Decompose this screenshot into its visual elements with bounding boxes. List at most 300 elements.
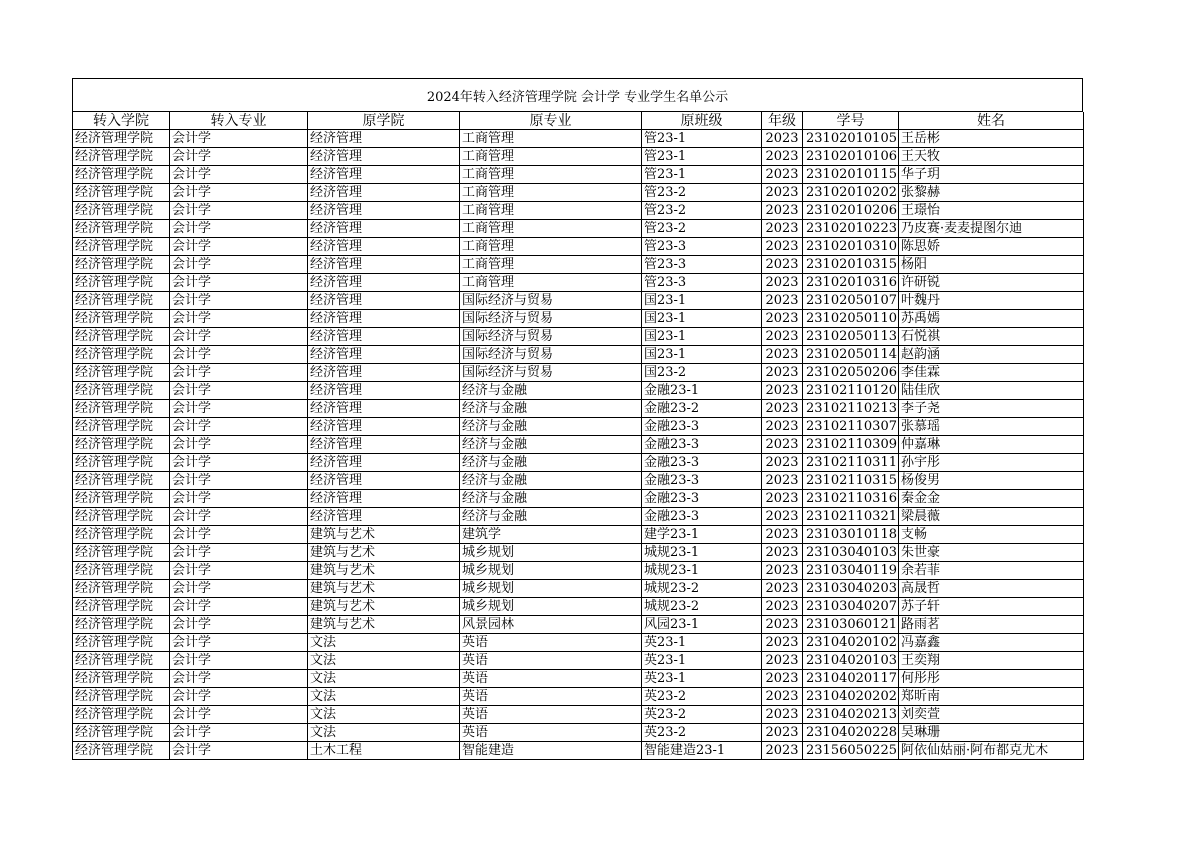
cell-original-class: 城规23-1 <box>642 562 762 580</box>
cell-original-major: 英语 <box>460 724 642 742</box>
table-row <box>73 724 1084 742</box>
cell-student-name: 孙宇彤 <box>899 454 1084 472</box>
cell-transfer-major: 会计学 <box>170 598 308 616</box>
cell-student-name: 许研锐 <box>899 274 1084 292</box>
table-row <box>73 706 1084 724</box>
table-header-row <box>73 112 1084 130</box>
header-original-major: 原专业 <box>460 112 642 130</box>
cell-student-id: 23102010206 <box>803 202 899 220</box>
cell-transfer-college: 经济管理学院 <box>73 670 170 688</box>
cell-transfer-major: 会计学 <box>170 544 308 562</box>
cell-original-college: 经济管理 <box>308 220 460 238</box>
cell-transfer-major: 会计学 <box>170 706 308 724</box>
cell-original-college: 建筑与艺术 <box>308 544 460 562</box>
cell-original-major: 国际经济与贸易 <box>460 346 642 364</box>
cell-transfer-major: 会计学 <box>170 328 308 346</box>
cell-grade: 2023 <box>762 724 803 742</box>
cell-student-name: 陆佳欣 <box>899 382 1084 400</box>
cell-transfer-major: 会计学 <box>170 688 308 706</box>
table-row <box>73 652 1084 670</box>
cell-student-id: 23102050110 <box>803 310 899 328</box>
cell-transfer-college: 经济管理学院 <box>73 274 170 292</box>
cell-original-college: 经济管理 <box>308 166 460 184</box>
cell-original-class: 管23-1 <box>642 148 762 166</box>
cell-transfer-college: 经济管理学院 <box>73 706 170 724</box>
cell-original-major: 英语 <box>460 706 642 724</box>
cell-student-name: 梁晨薇 <box>899 508 1084 526</box>
cell-transfer-college: 经济管理学院 <box>73 238 170 256</box>
cell-original-college: 经济管理 <box>308 256 460 274</box>
cell-grade: 2023 <box>762 472 803 490</box>
cell-original-class: 城规23-1 <box>642 544 762 562</box>
table-row <box>73 130 1084 148</box>
cell-student-name: 王奕翔 <box>899 652 1084 670</box>
cell-original-college: 文法 <box>308 688 460 706</box>
cell-transfer-college: 经济管理学院 <box>73 526 170 544</box>
cell-student-id: 23104020202 <box>803 688 899 706</box>
cell-student-name: 冯嘉鑫 <box>899 634 1084 652</box>
cell-student-id: 23102050113 <box>803 328 899 346</box>
cell-original-major: 国际经济与贸易 <box>460 328 642 346</box>
cell-transfer-college: 经济管理学院 <box>73 130 170 148</box>
cell-student-id: 23102110309 <box>803 436 899 454</box>
cell-grade: 2023 <box>762 634 803 652</box>
cell-original-college: 经济管理 <box>308 238 460 256</box>
cell-student-id: 23104020213 <box>803 706 899 724</box>
cell-original-major: 经济与金融 <box>460 436 642 454</box>
cell-student-id: 23103040207 <box>803 598 899 616</box>
cell-original-major: 城乡规划 <box>460 598 642 616</box>
cell-transfer-major: 会计学 <box>170 166 308 184</box>
cell-grade: 2023 <box>762 454 803 472</box>
cell-transfer-college: 经济管理学院 <box>73 652 170 670</box>
cell-student-name: 吴琳珊 <box>899 724 1084 742</box>
cell-transfer-major: 会计学 <box>170 634 308 652</box>
cell-original-major: 工商管理 <box>460 256 642 274</box>
cell-transfer-college: 经济管理学院 <box>73 562 170 580</box>
cell-grade: 2023 <box>762 238 803 256</box>
cell-original-class: 国23-1 <box>642 310 762 328</box>
header-original-college: 原学院 <box>308 112 460 130</box>
table-row <box>73 274 1084 292</box>
cell-original-major: 工商管理 <box>460 274 642 292</box>
cell-grade: 2023 <box>762 706 803 724</box>
cell-grade: 2023 <box>762 220 803 238</box>
cell-original-college: 经济管理 <box>308 184 460 202</box>
cell-student-name: 苏禹嫣 <box>899 310 1084 328</box>
cell-original-major: 工商管理 <box>460 220 642 238</box>
cell-transfer-major: 会计学 <box>170 310 308 328</box>
cell-transfer-major: 会计学 <box>170 472 308 490</box>
cell-student-id: 23102110307 <box>803 418 899 436</box>
cell-grade: 2023 <box>762 544 803 562</box>
cell-original-college: 经济管理 <box>308 508 460 526</box>
cell-transfer-major: 会计学 <box>170 580 308 598</box>
table-row <box>73 580 1084 598</box>
cell-student-name: 阿依仙姑丽·阿布都克尤木 <box>899 742 1084 760</box>
cell-grade: 2023 <box>762 310 803 328</box>
cell-original-class: 英23-1 <box>642 634 762 652</box>
table-row <box>73 310 1084 328</box>
cell-student-name: 高晟哲 <box>899 580 1084 598</box>
cell-original-major: 英语 <box>460 670 642 688</box>
cell-original-major: 工商管理 <box>460 202 642 220</box>
cell-original-college: 经济管理 <box>308 274 460 292</box>
cell-transfer-major: 会计学 <box>170 526 308 544</box>
cell-transfer-major: 会计学 <box>170 454 308 472</box>
cell-original-major: 工商管理 <box>460 130 642 148</box>
table-row <box>73 220 1084 238</box>
cell-original-college: 建筑与艺术 <box>308 616 460 634</box>
cell-original-major: 经济与金融 <box>460 400 642 418</box>
cell-grade: 2023 <box>762 742 803 760</box>
cell-grade: 2023 <box>762 256 803 274</box>
cell-transfer-major: 会计学 <box>170 292 308 310</box>
table-row <box>73 526 1084 544</box>
cell-grade: 2023 <box>762 490 803 508</box>
cell-original-college: 建筑与艺术 <box>308 526 460 544</box>
cell-original-major: 经济与金融 <box>460 382 642 400</box>
cell-original-class: 英23-2 <box>642 688 762 706</box>
cell-grade: 2023 <box>762 400 803 418</box>
table-row <box>73 508 1084 526</box>
cell-original-major: 国际经济与贸易 <box>460 310 642 328</box>
cell-original-college: 土木工程 <box>308 742 460 760</box>
header-original-class: 原班级 <box>642 112 762 130</box>
cell-student-name: 余若菲 <box>899 562 1084 580</box>
table-row <box>73 544 1084 562</box>
roster-sheet <box>72 78 1083 760</box>
cell-transfer-college: 经济管理学院 <box>73 148 170 166</box>
cell-original-class: 国23-1 <box>642 346 762 364</box>
cell-transfer-college: 经济管理学院 <box>73 490 170 508</box>
cell-original-major: 英语 <box>460 652 642 670</box>
cell-grade: 2023 <box>762 184 803 202</box>
table-row <box>73 202 1084 220</box>
cell-original-class: 国23-2 <box>642 364 762 382</box>
cell-student-id: 23104020102 <box>803 634 899 652</box>
cell-student-name: 苏子轩 <box>899 598 1084 616</box>
cell-original-class: 英23-2 <box>642 724 762 742</box>
cell-transfer-college: 经济管理学院 <box>73 688 170 706</box>
cell-student-id: 23103040103 <box>803 544 899 562</box>
cell-original-class: 管23-3 <box>642 238 762 256</box>
cell-transfer-major: 会计学 <box>170 400 308 418</box>
header-transfer-college: 转入学院 <box>73 112 170 130</box>
cell-student-id: 23102110316 <box>803 490 899 508</box>
cell-student-id: 23102110311 <box>803 454 899 472</box>
cell-grade: 2023 <box>762 166 803 184</box>
cell-original-major: 英语 <box>460 688 642 706</box>
cell-transfer-college: 经济管理学院 <box>73 616 170 634</box>
cell-transfer-college: 经济管理学院 <box>73 454 170 472</box>
cell-transfer-major: 会计学 <box>170 508 308 526</box>
table-row <box>73 148 1084 166</box>
cell-student-id: 23102010105 <box>803 130 899 148</box>
cell-transfer-major: 会计学 <box>170 490 308 508</box>
cell-original-class: 金融23-3 <box>642 418 762 436</box>
cell-original-college: 文法 <box>308 652 460 670</box>
cell-student-name: 张黎赫 <box>899 184 1084 202</box>
cell-original-class: 建学23-1 <box>642 526 762 544</box>
cell-student-name: 王岳彬 <box>899 130 1084 148</box>
cell-original-class: 城规23-2 <box>642 580 762 598</box>
table-row <box>73 382 1084 400</box>
cell-original-class: 金融23-1 <box>642 382 762 400</box>
table-row <box>73 184 1084 202</box>
cell-original-class: 智能建造23-1 <box>642 742 762 760</box>
cell-original-major: 经济与金融 <box>460 490 642 508</box>
cell-transfer-major: 会计学 <box>170 562 308 580</box>
cell-grade: 2023 <box>762 580 803 598</box>
cell-original-college: 文法 <box>308 670 460 688</box>
cell-grade: 2023 <box>762 328 803 346</box>
cell-original-college: 经济管理 <box>308 130 460 148</box>
table-row <box>73 562 1084 580</box>
cell-student-name: 秦金金 <box>899 490 1084 508</box>
cell-original-class: 金融23-2 <box>642 400 762 418</box>
cell-original-major: 工商管理 <box>460 148 642 166</box>
cell-original-class: 管23-3 <box>642 256 762 274</box>
cell-original-college: 经济管理 <box>308 328 460 346</box>
cell-student-name: 李子尧 <box>899 400 1084 418</box>
cell-original-college: 经济管理 <box>308 346 460 364</box>
cell-student-id: 23102050206 <box>803 364 899 382</box>
cell-original-college: 经济管理 <box>308 292 460 310</box>
cell-student-name: 支畅 <box>899 526 1084 544</box>
cell-original-college: 文法 <box>308 706 460 724</box>
cell-transfer-college: 经济管理学院 <box>73 436 170 454</box>
cell-student-name: 郑昕南 <box>899 688 1084 706</box>
cell-original-major: 经济与金融 <box>460 472 642 490</box>
cell-grade: 2023 <box>762 688 803 706</box>
cell-original-major: 城乡规划 <box>460 544 642 562</box>
cell-original-college: 文法 <box>308 634 460 652</box>
cell-transfer-major: 会计学 <box>170 616 308 634</box>
cell-transfer-college: 经济管理学院 <box>73 382 170 400</box>
cell-student-id: 23102010316 <box>803 274 899 292</box>
cell-transfer-college: 经济管理学院 <box>73 202 170 220</box>
cell-original-class: 管23-1 <box>642 130 762 148</box>
cell-student-name: 李佳霖 <box>899 364 1084 382</box>
cell-original-class: 管23-2 <box>642 184 762 202</box>
table-row <box>73 436 1084 454</box>
cell-original-class: 管23-3 <box>642 274 762 292</box>
cell-student-id: 23102010106 <box>803 148 899 166</box>
cell-transfer-major: 会计学 <box>170 382 308 400</box>
cell-student-name: 仲嘉琳 <box>899 436 1084 454</box>
cell-transfer-major: 会计学 <box>170 346 308 364</box>
cell-grade: 2023 <box>762 508 803 526</box>
cell-original-class: 管23-2 <box>642 220 762 238</box>
cell-original-college: 经济管理 <box>308 436 460 454</box>
cell-original-major: 经济与金融 <box>460 454 642 472</box>
cell-original-major: 工商管理 <box>460 166 642 184</box>
table-row <box>73 256 1084 274</box>
cell-original-college: 文法 <box>308 724 460 742</box>
cell-transfer-college: 经济管理学院 <box>73 598 170 616</box>
student-roster-table <box>72 112 1084 760</box>
cell-original-major: 国际经济与贸易 <box>460 364 642 382</box>
table-row <box>73 670 1084 688</box>
cell-student-name: 赵韵涵 <box>899 346 1084 364</box>
cell-grade: 2023 <box>762 148 803 166</box>
cell-transfer-major: 会计学 <box>170 202 308 220</box>
cell-original-class: 管23-2 <box>642 202 762 220</box>
cell-grade: 2023 <box>762 616 803 634</box>
cell-transfer-major: 会计学 <box>170 184 308 202</box>
table-row <box>73 292 1084 310</box>
cell-original-class: 风园23-1 <box>642 616 762 634</box>
cell-transfer-college: 经济管理学院 <box>73 742 170 760</box>
table-row <box>73 364 1084 382</box>
table-row <box>73 688 1084 706</box>
cell-original-major: 国际经济与贸易 <box>460 292 642 310</box>
cell-transfer-college: 经济管理学院 <box>73 346 170 364</box>
cell-original-class: 英23-1 <box>642 652 762 670</box>
table-row <box>73 418 1084 436</box>
cell-student-name: 石悦祺 <box>899 328 1084 346</box>
cell-original-major: 建筑学 <box>460 526 642 544</box>
cell-original-major: 经济与金融 <box>460 418 642 436</box>
cell-transfer-major: 会计学 <box>170 220 308 238</box>
cell-original-class: 国23-1 <box>642 292 762 310</box>
cell-original-college: 经济管理 <box>308 364 460 382</box>
cell-original-major: 英语 <box>460 634 642 652</box>
cell-student-name: 路雨茗 <box>899 616 1084 634</box>
cell-original-class: 金融23-3 <box>642 454 762 472</box>
cell-transfer-major: 会计学 <box>170 652 308 670</box>
table-row <box>73 634 1084 652</box>
table-row <box>73 400 1084 418</box>
cell-student-id: 23102010315 <box>803 256 899 274</box>
cell-student-id: 23104020117 <box>803 670 899 688</box>
cell-transfer-college: 经济管理学院 <box>73 328 170 346</box>
cell-original-college: 经济管理 <box>308 382 460 400</box>
cell-student-name: 张慕瑶 <box>899 418 1084 436</box>
cell-transfer-major: 会计学 <box>170 274 308 292</box>
cell-grade: 2023 <box>762 436 803 454</box>
cell-transfer-major: 会计学 <box>170 364 308 382</box>
cell-transfer-college: 经济管理学院 <box>73 364 170 382</box>
cell-original-class: 金融23-3 <box>642 472 762 490</box>
cell-student-id: 23102110120 <box>803 382 899 400</box>
cell-grade: 2023 <box>762 292 803 310</box>
cell-student-id: 23102010115 <box>803 166 899 184</box>
cell-original-class: 金融23-3 <box>642 508 762 526</box>
cell-transfer-college: 经济管理学院 <box>73 508 170 526</box>
cell-student-id: 23102110321 <box>803 508 899 526</box>
cell-transfer-major: 会计学 <box>170 130 308 148</box>
header-student-id: 学号 <box>803 112 899 130</box>
table-row <box>73 166 1084 184</box>
cell-student-name: 乃皮赛·麦麦提图尔迪 <box>899 220 1084 238</box>
cell-student-id: 23102110213 <box>803 400 899 418</box>
document-title: 2024年转入经济管理学院 会计学 专业学生名单公示 <box>72 78 1083 112</box>
table-row <box>73 472 1084 490</box>
table-row <box>73 598 1084 616</box>
cell-student-id: 23102050107 <box>803 292 899 310</box>
cell-grade: 2023 <box>762 202 803 220</box>
cell-transfer-college: 经济管理学院 <box>73 400 170 418</box>
cell-transfer-major: 会计学 <box>170 148 308 166</box>
cell-grade: 2023 <box>762 364 803 382</box>
cell-student-name: 杨阳 <box>899 256 1084 274</box>
cell-original-class: 金融23-3 <box>642 490 762 508</box>
cell-student-id: 23103060121 <box>803 616 899 634</box>
cell-student-id: 23102110315 <box>803 472 899 490</box>
cell-original-class: 金融23-3 <box>642 436 762 454</box>
cell-original-college: 建筑与艺术 <box>308 598 460 616</box>
cell-transfer-major: 会计学 <box>170 256 308 274</box>
cell-grade: 2023 <box>762 670 803 688</box>
cell-original-major: 城乡规划 <box>460 580 642 598</box>
cell-transfer-college: 经济管理学院 <box>73 472 170 490</box>
cell-student-name: 何彤彤 <box>899 670 1084 688</box>
cell-transfer-college: 经济管理学院 <box>73 256 170 274</box>
cell-original-college: 经济管理 <box>308 202 460 220</box>
cell-grade: 2023 <box>762 130 803 148</box>
cell-original-college: 经济管理 <box>308 454 460 472</box>
cell-transfer-major: 会计学 <box>170 436 308 454</box>
cell-grade: 2023 <box>762 526 803 544</box>
table-row <box>73 454 1084 472</box>
table-body <box>73 130 1084 760</box>
cell-student-id: 23102010202 <box>803 184 899 202</box>
cell-original-class: 英23-2 <box>642 706 762 724</box>
table-row <box>73 328 1084 346</box>
cell-student-name: 朱世豪 <box>899 544 1084 562</box>
cell-original-college: 经济管理 <box>308 148 460 166</box>
cell-transfer-major: 会计学 <box>170 238 308 256</box>
cell-transfer-college: 经济管理学院 <box>73 310 170 328</box>
cell-transfer-major: 会计学 <box>170 742 308 760</box>
cell-student-name: 华子玥 <box>899 166 1084 184</box>
table-row <box>73 346 1084 364</box>
cell-original-college: 经济管理 <box>308 400 460 418</box>
table-row <box>73 238 1084 256</box>
cell-student-id: 23156050225 <box>803 742 899 760</box>
header-transfer-major: 转入专业 <box>170 112 308 130</box>
cell-transfer-major: 会计学 <box>170 418 308 436</box>
cell-original-college: 经济管理 <box>308 490 460 508</box>
cell-student-id: 23104020103 <box>803 652 899 670</box>
cell-grade: 2023 <box>762 598 803 616</box>
cell-original-college: 经济管理 <box>308 418 460 436</box>
cell-original-class: 管23-1 <box>642 166 762 184</box>
cell-original-class: 城规23-2 <box>642 598 762 616</box>
cell-transfer-college: 经济管理学院 <box>73 544 170 562</box>
cell-original-major: 经济与金融 <box>460 508 642 526</box>
cell-student-id: 23102010223 <box>803 220 899 238</box>
cell-original-major: 工商管理 <box>460 238 642 256</box>
cell-transfer-college: 经济管理学院 <box>73 634 170 652</box>
cell-transfer-college: 经济管理学院 <box>73 418 170 436</box>
cell-original-college: 经济管理 <box>308 472 460 490</box>
cell-original-college: 建筑与艺术 <box>308 580 460 598</box>
cell-grade: 2023 <box>762 274 803 292</box>
cell-student-name: 叶魏丹 <box>899 292 1084 310</box>
cell-transfer-college: 经济管理学院 <box>73 184 170 202</box>
cell-original-major: 智能建造 <box>460 742 642 760</box>
cell-grade: 2023 <box>762 562 803 580</box>
cell-student-name: 杨俊男 <box>899 472 1084 490</box>
cell-student-id: 23102050114 <box>803 346 899 364</box>
cell-grade: 2023 <box>762 346 803 364</box>
cell-original-major: 风景园林 <box>460 616 642 634</box>
table-row <box>73 742 1084 760</box>
cell-grade: 2023 <box>762 418 803 436</box>
